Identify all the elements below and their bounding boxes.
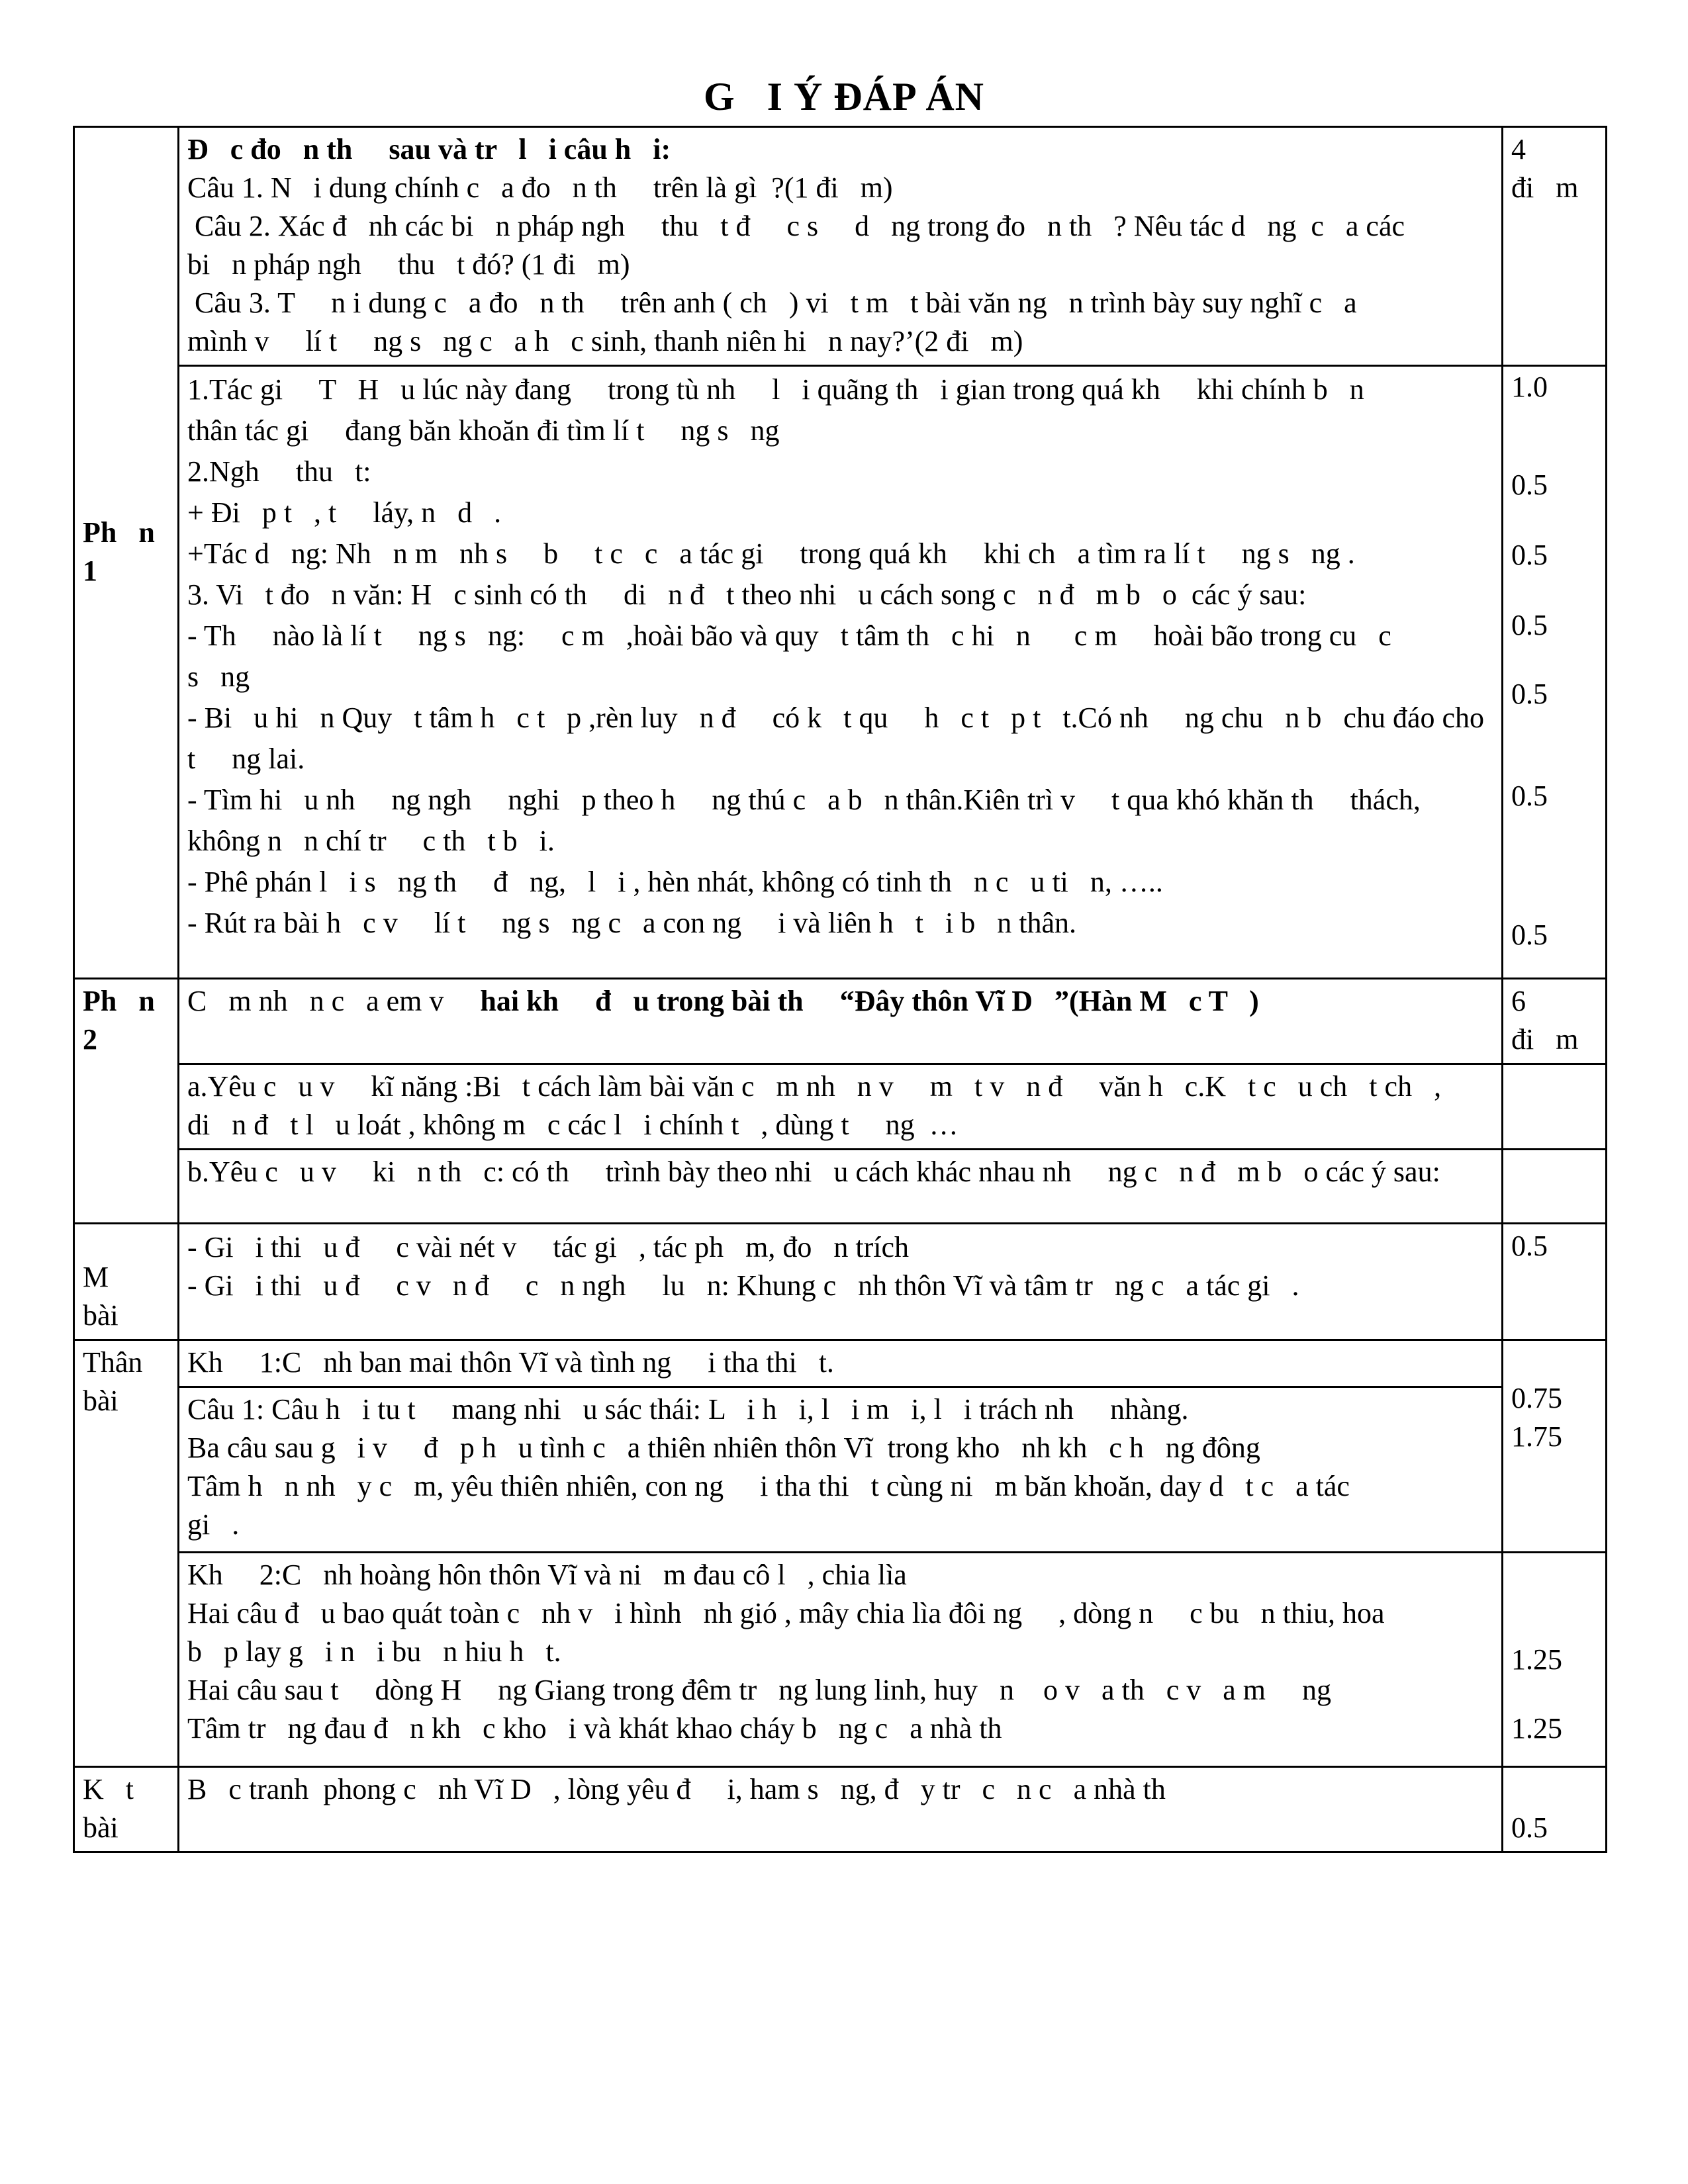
answer-line: - Rút ra bài h c v lí t ng s ng c a con ng i và liên h t i b n thân. [187,907,1077,939]
stanza2-heading: Kh 2:C nh hoàng hôn thôn Vĩ và ni m đau cô l , chia lìa [187,1559,907,1591]
intro-line: - Gi i thi u đ c vài nét v tác gi , tác ph m, đo n trích [187,1231,910,1263]
stanza2-line: Hai câu đ u bao quát toàn c nh v i hình nh gió , mây chia lìa đôi ng , dòng n c bu n thiu, hoa [187,1597,1385,1629]
stanza2-line: Tâm tr ng đau đ n kh c kho i và khát khao cháy b ng c a nhà th [187,1712,1002,1745]
part2-skill-row [74,1064,1607,1150]
score-value: 0.5 [1511,469,1548,501]
stanza1-scores [1503,1340,1607,1553]
conclusion-score: 0.5 [1503,1767,1607,1852]
stanza1-line: Ba câu sau g i v đ p h u tình c a thiên nhiên thôn Vĩ trong kho nh kh c h ng đông [187,1432,1260,1464]
intro-line: - Gi i thi u đ c v n đ c n ngh lu n: Khung c nh thôn Vĩ và tâm tr ng c a tác gi . [187,1269,1299,1302]
body-stanza1-heading-row [74,1340,1607,1387]
score-value: 0.5 [1511,780,1548,812]
part1-questions-cell [179,127,1503,366]
part1-question-row [74,127,1607,366]
conclusion-label: K t bài [74,1767,179,1852]
stanza1-heading: Kh 1:C nh ban mai thôn Vĩ và tình ng i tha thi t. [179,1340,1503,1387]
part2-prompt [179,979,1503,1064]
part2-prompt-plain: C m nh n c a em v [187,985,481,1017]
score-value: 0.5 [1511,539,1548,571]
score-value: 1.25 [1511,1643,1562,1676]
part2-label: Ph n 2 [74,979,179,1224]
stanza2-line: b p lay g i n i bu n hiu h t. [187,1635,561,1668]
answer-line: - Phê phán l i s ng th đ ng, l i , hèn nhát, không có tinh th n c u ti n, ….. [187,866,1163,898]
answer-line: + Đi p t , t láy, n d . [187,496,502,529]
part1-answer-row [74,366,1607,979]
intro-content [179,1224,1503,1340]
skill-requirement: a.Yêu c u v kĩ năng :Bi t cách làm bài văn c m nh n v m t v n đ văn h c.K t c u ch t ch , di n đ t l u loát , không m c các l i chính t , dùng t ng … [179,1064,1503,1150]
intro-score: 0.5 [1503,1224,1607,1340]
stanza1-content [179,1387,1503,1553]
part2-prompt-score: 6 đi m [1503,979,1607,1064]
answer-line: thân tác gi đang băn khoăn đi tìm lí t ng s ng [187,414,780,447]
answer-line: 2.Ngh thu t: [187,455,371,488]
stanza1-line: gi . [187,1508,240,1541]
part2-knowledge-row [74,1150,1607,1224]
stanza2-content [179,1553,1503,1767]
score-value: 0.5 [1511,678,1548,710]
score-value: 1.75 [1511,1420,1562,1453]
knowledge-requirement: b.Yêu c u v ki n th c: có th trình bày theo nhi u cách khác nhau nh ng c n đ m b o các ý sau: [179,1150,1503,1224]
part1-question-heading: Đ c đo n th sau và tr l i câu h i: [187,133,671,165]
part1-question-2b: bi n pháp ngh thu t đó? (1 đi m) [187,248,630,281]
stanza1-line: Câu 1: Câu h i tu t mang nhi u sác thái: L i h i, l i m i, l i trách nh nhàng. [187,1393,1189,1426]
score-value: 0.5 [1511,609,1548,641]
score-value: 1.0 [1511,371,1548,403]
conclusion-row [74,1767,1607,1852]
part1-question-2a: Câu 2. Xác đ nh các bi n pháp ngh thu t đ c s d ng trong đo n th ? Nêu tác d ng c a các [187,210,1405,242]
body-stanza2-row [74,1553,1607,1767]
answer-line: - Th nào là lí t ng s ng: c m ,hoài bão và quy t tâm th c hi n c m hoài bão trong cu c [187,619,1391,652]
part1-answer-scores [1503,366,1607,979]
score-value: 1.25 [1511,1712,1562,1745]
part1-question-score: 4 đi m [1503,127,1607,366]
stanza2-scores [1503,1553,1607,1767]
part2-prompt-row [74,979,1607,1064]
part1-answers-cell [179,366,1503,979]
page-title: G I Ý ĐÁP ÁN [703,75,984,118]
part2-prompt-bold: hai kh đ u trong bài th “Đây thôn Vĩ D ”(Hàn M c T ) [480,985,1259,1017]
answer-table [73,126,1607,1853]
answer-line: t ng lai. [187,743,305,775]
intro-label: M bài [74,1224,179,1340]
answer-line: - Bi u hi n Quy t tâm h c t p ,rèn luy n đ có k t qu h c t p t t.Có nh ng chu n b chu đáo cho [187,702,1485,734]
answer-line: +Tác d ng: Nh n m nh s b t c c a tác gi trong quá kh khi ch a tìm ra lí t ng s ng . [187,537,1355,570]
body-label: Thân bài [74,1340,179,1767]
score-value: 0.5 [1511,919,1548,951]
empty-score-cell [1503,1064,1607,1150]
part1-question-3a: Câu 3. T n i dung c a đo n th trên anh ( ch ) vi t m t bài văn ng n trình bày suy nghĩ c a [187,287,1357,319]
answer-line: không n n chí tr c th t b i. [187,825,555,857]
part1-label: Ph n 1 [74,127,179,979]
score-value: 0.75 [1511,1382,1562,1414]
intro-row [74,1224,1607,1340]
stanza1-line: Tâm h n nh y c m, yêu thiên nhiên, con ng i tha thi t cùng ni m băn khoăn, day d t c a tác [187,1470,1350,1502]
conclusion-content: B c tranh phong c nh Vĩ D , lòng yêu đ i, ham s ng, đ y tr c n c a nhà th [179,1767,1503,1852]
answer-line: 1.Tác gi T H u lúc này đang trong tù nh l i quãng th i gian trong quá kh khi chính b n [187,373,1364,406]
part1-question-1: Câu 1. N i dung chính c a đo n th trên là gì ?(1 đi m) [187,171,893,204]
empty-score-cell [1503,1150,1607,1224]
part1-question-3b: mình v lí t ng s ng c a h c sinh, thanh niên hi n nay?’(2 đi m) [187,325,1023,357]
stanza2-line: Hai câu sau t dòng H ng Giang trong đêm tr ng lung linh, huy n o v a th c v a m ng [187,1674,1331,1706]
answer-line: s ng [187,660,250,693]
answer-line: 3. Vi t đo n văn: H c sinh có th di n đ t theo nhi u cách song c n đ m b o các ý sau: [187,578,1307,611]
answer-line: - Tìm hi u nh ng ngh nghi p theo h ng thú c a b n thân.Kiên trì v t qua khó khăn th thách, [187,784,1421,816]
body-stanza1-row [74,1387,1607,1553]
